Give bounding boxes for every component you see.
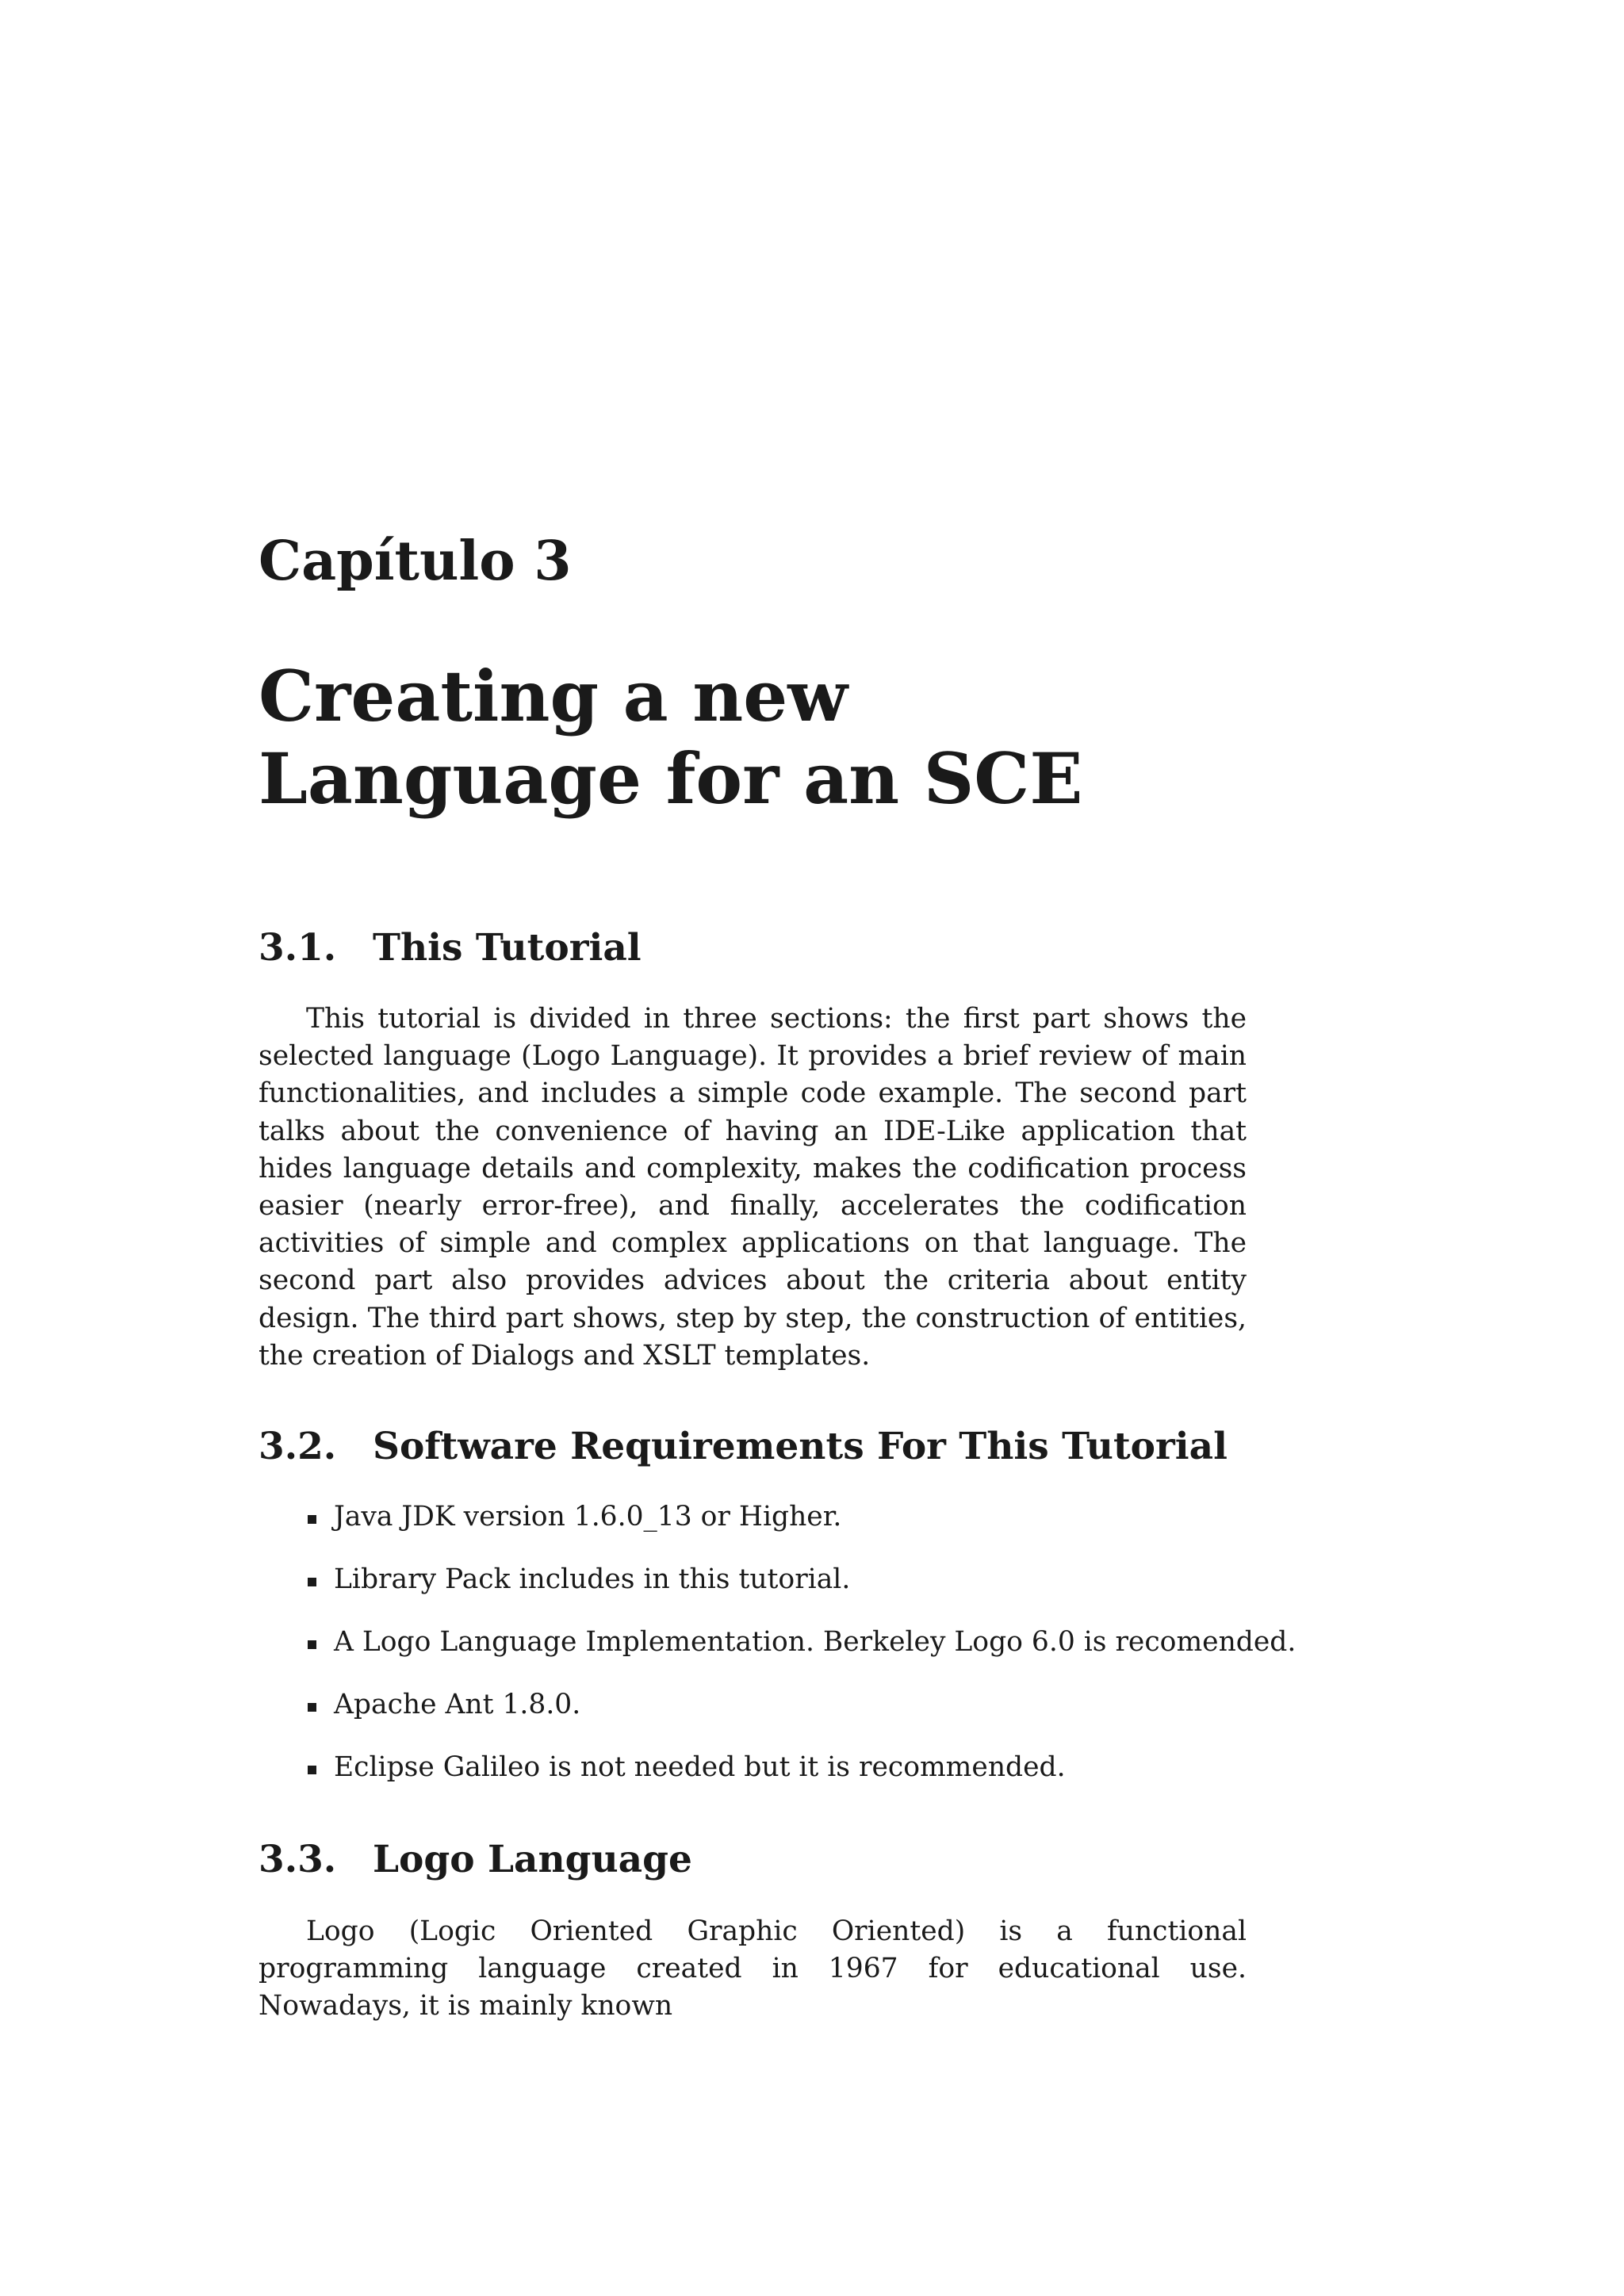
list-item (259, 1624, 1297, 1686)
section-number: 3.3. (259, 1838, 337, 1881)
list-item-text: A Logo Language Implementation. Berkeley Logo 6.0 is recomended. (334, 1626, 1297, 1658)
section-number: 3.1. (259, 926, 337, 970)
list-item-text: Eclipse Galileo is not needed but it is recommended. (334, 1751, 1066, 1783)
section-heading-3-2 (259, 1425, 1228, 1469)
bullet-square-icon (308, 1766, 316, 1774)
bullet-square-icon (308, 1703, 316, 1712)
list-item (259, 1561, 1247, 1624)
section-number: 3.2. (259, 1425, 337, 1468)
chapter-title: Creating a new Language for an SCE (259, 655, 1083, 820)
bullet-square-icon (308, 1515, 316, 1524)
list-item (259, 1749, 1247, 1812)
section-heading-3-3 (259, 1838, 692, 1882)
list-item-text: Apache Ant 1.8.0. (334, 1689, 581, 1720)
bullet-square-icon (308, 1640, 316, 1649)
list-item (259, 1498, 1247, 1561)
chapter-label: Capítulo 3 (259, 530, 572, 593)
section-3-1-paragraph: This tutorial is divided in three sections: the first part shows the selected language (Logo Language). It provides a brief review of main functionalities, and includes a simple code example. The second part talks about the convenience of having an IDE-Like application that hides language details and complexity, makes the codification process easier (nearly error-free), and finally, accelerates the codification activities of simple and complex applications on that language. The second part also provides advices about the criteria about entity design. The third part shows, step by step, the construction of entities, the creation of Dialogs and XSLT templates. (259, 1003, 1247, 1372)
section-title: This Tutorial (373, 926, 642, 970)
section-title: Logo Language (373, 1838, 692, 1881)
list-item (259, 1686, 1247, 1749)
bullet-square-icon (308, 1578, 316, 1586)
document-page (259, 0, 1297, 2296)
list-item-text: Library Pack includes in this tutorial. (334, 1563, 851, 1595)
requirements-list (259, 1498, 1297, 1812)
section-title: Software Requirements For This Tutorial (373, 1425, 1228, 1468)
list-item-text: Java JDK version 1.6.0_13 or Higher. (334, 1501, 842, 1533)
section-heading-3-1 (259, 926, 642, 970)
section-3-3-paragraph: Logo (Logic Oriented Graphic Oriented) is a functional programming language created in 1967 for educational use. Nowadays, it is mainly known (259, 1915, 1247, 2022)
